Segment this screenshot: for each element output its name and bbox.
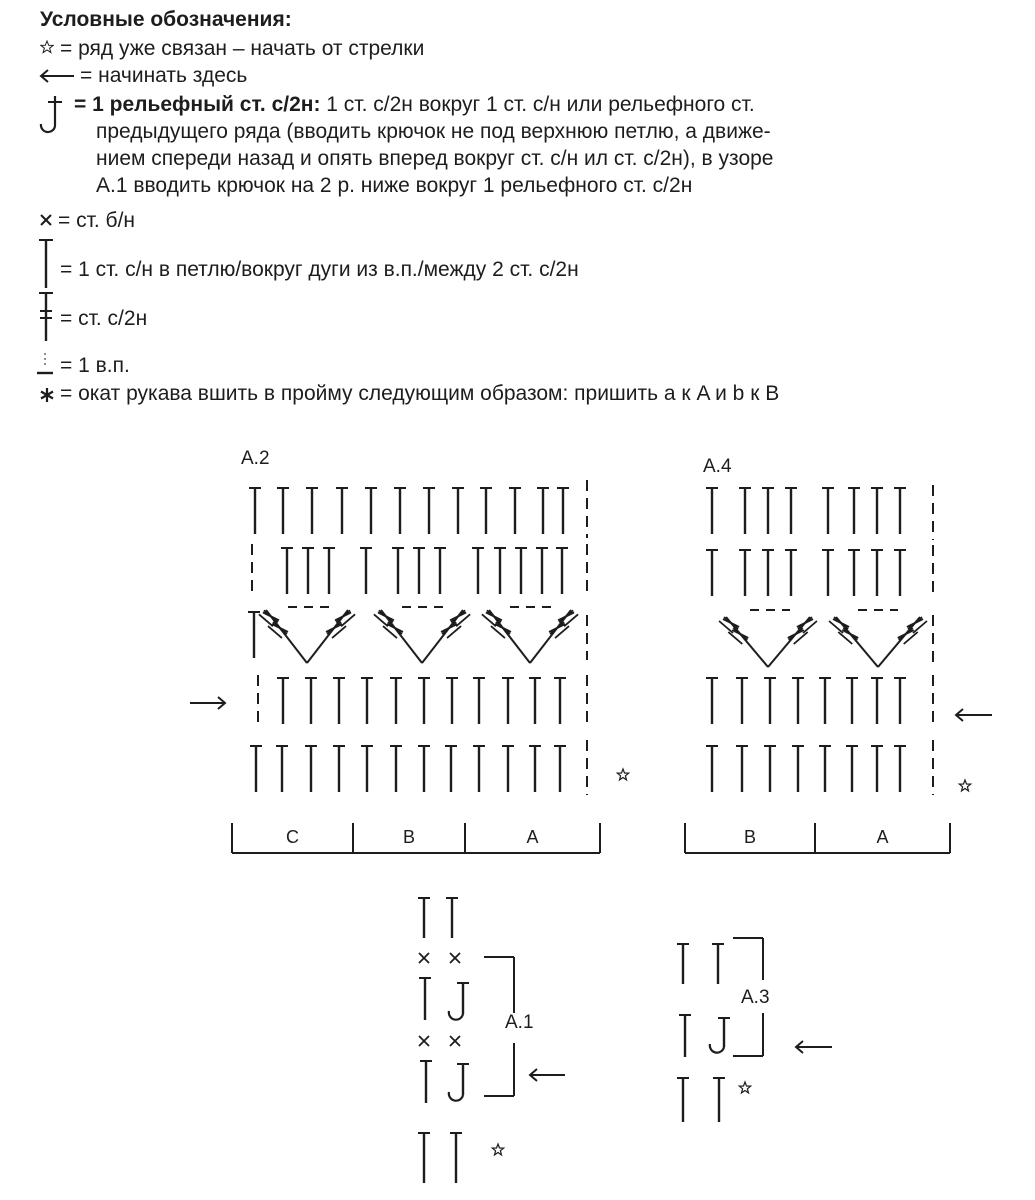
v-cluster bbox=[374, 610, 470, 663]
dc-stitch bbox=[502, 746, 514, 792]
v-cluster bbox=[829, 617, 927, 667]
section-bracket bbox=[685, 823, 950, 853]
v-cluster bbox=[259, 610, 355, 663]
dc-stitch bbox=[413, 548, 425, 594]
dc-stitch bbox=[706, 488, 718, 534]
legend-relief-line4: А.1 вводить крючок на 2 р. ниже вокруг 1 рельефного ст. с/2н bbox=[96, 174, 693, 197]
dc-stitch bbox=[305, 746, 317, 792]
legend-relief-line1: 1 ст. с/2н вокруг 1 ст. с/н или рельефного ст. bbox=[326, 93, 755, 116]
dc-stitch bbox=[848, 488, 860, 534]
legend-sleeve-text: = окат рукава вшить в пройму следующим образом: пришить a к A и b к B bbox=[60, 382, 780, 405]
repeat-bracket bbox=[733, 1013, 763, 1056]
dc-stitch bbox=[677, 944, 689, 984]
dc-stitch bbox=[762, 488, 774, 534]
v-cluster bbox=[719, 617, 817, 667]
dc-stitch bbox=[509, 488, 521, 534]
dc-stitch bbox=[894, 488, 906, 534]
dc-stitch bbox=[323, 548, 335, 594]
dc-stitch bbox=[445, 746, 457, 792]
dc-stitch bbox=[846, 678, 858, 724]
dc-stitch bbox=[871, 550, 883, 596]
dc-stitch bbox=[764, 746, 776, 792]
star-icon bbox=[492, 1144, 503, 1155]
section-label: A bbox=[526, 827, 539, 847]
chain-icon bbox=[34, 351, 56, 381]
dc-stitch bbox=[277, 488, 289, 534]
repeat-bracket bbox=[484, 1043, 514, 1096]
arrow-icon bbox=[530, 1069, 565, 1081]
dc-stitch bbox=[302, 548, 314, 594]
dc-stitch bbox=[418, 678, 430, 724]
relief-stitch bbox=[449, 1064, 469, 1101]
charts-svg bbox=[0, 420, 1035, 1200]
dc-stitch bbox=[418, 746, 430, 792]
legend-sc-text: = ст. б/н bbox=[58, 209, 136, 232]
section-label: A bbox=[876, 827, 889, 847]
section-label: B bbox=[402, 827, 416, 847]
dc-stitch bbox=[792, 746, 804, 792]
relief-stitch bbox=[710, 1018, 730, 1053]
dc-stitch bbox=[554, 678, 566, 724]
arrow-icon bbox=[796, 1041, 832, 1053]
relief-stitch-icon bbox=[36, 92, 70, 140]
dc-stitch bbox=[871, 678, 883, 724]
dc-stitch bbox=[394, 488, 406, 534]
dc-stitch bbox=[819, 746, 831, 792]
legend-hdc-text: = ст. с/2н bbox=[60, 307, 148, 330]
dc-stitch bbox=[250, 746, 262, 792]
dc-stitch bbox=[712, 944, 724, 984]
dc-stitch bbox=[677, 1078, 689, 1122]
dc-stitch bbox=[418, 1133, 430, 1183]
dc-stitch bbox=[281, 548, 293, 594]
legend-relief-line3: нием спереди назад и опять вперед вокруг ст. с/н ил ст. с/2н), в узоре bbox=[96, 147, 774, 170]
section-bracket bbox=[232, 823, 600, 853]
dc-stitch bbox=[871, 488, 883, 534]
dc-stitch bbox=[502, 678, 514, 724]
legend-ch-text: = 1 в.п. bbox=[60, 354, 130, 377]
v-cluster bbox=[482, 610, 578, 663]
star-icon bbox=[617, 769, 628, 780]
dc-stitch bbox=[894, 678, 906, 724]
arrow-icon bbox=[38, 68, 76, 84]
dc-stitch bbox=[762, 550, 774, 596]
dc-stitch bbox=[336, 488, 348, 534]
relief-stitch bbox=[449, 983, 469, 1020]
dc-stitch bbox=[785, 488, 797, 534]
dc-stitch bbox=[446, 898, 458, 938]
dc-stitch bbox=[739, 550, 751, 596]
star-icon bbox=[739, 1082, 750, 1093]
dc-stitch bbox=[536, 548, 548, 594]
dc-stitch bbox=[822, 550, 834, 596]
dc-stitch bbox=[333, 678, 345, 724]
dc-stitch bbox=[446, 678, 458, 724]
dc-stitch bbox=[480, 488, 492, 534]
dc-stitch bbox=[706, 550, 718, 596]
charts-area bbox=[0, 420, 1035, 1200]
legend-title: Условные обозначения: bbox=[40, 8, 292, 31]
dc-stitch bbox=[736, 746, 748, 792]
sc-stitch bbox=[450, 953, 460, 963]
dc-stitch bbox=[713, 1078, 725, 1122]
dc-stitch bbox=[423, 488, 435, 534]
dc-stitch bbox=[556, 548, 568, 594]
dc-stitch bbox=[333, 746, 345, 792]
dc-stitch bbox=[392, 548, 404, 594]
chart-a2-label: A.2 bbox=[241, 448, 270, 469]
dc-stitch bbox=[764, 678, 776, 724]
chart-a1 bbox=[418, 898, 565, 1183]
dc-stitch bbox=[822, 488, 834, 534]
dc-stitch bbox=[819, 678, 831, 724]
double-crochet-icon bbox=[36, 236, 56, 290]
chart-a2 bbox=[190, 480, 629, 853]
dc-stitch bbox=[361, 746, 373, 792]
section-label: B bbox=[743, 827, 757, 847]
dc-stitch bbox=[736, 678, 748, 724]
dc-stitch bbox=[305, 678, 317, 724]
dc-stitch bbox=[894, 746, 906, 792]
dc-stitch bbox=[361, 678, 373, 724]
star-icon bbox=[40, 40, 54, 54]
dc-stitch bbox=[871, 746, 883, 792]
dc-stitch bbox=[846, 746, 858, 792]
dc-stitch bbox=[785, 550, 797, 596]
chart-a1-label: A.1 bbox=[505, 1012, 534, 1033]
single-crochet-icon bbox=[38, 212, 54, 228]
dc-stitch bbox=[434, 548, 446, 594]
dc-stitch bbox=[557, 488, 569, 534]
legend-star-text: = ряд уже связан – начать от стрелки bbox=[60, 37, 425, 60]
dc-stitch bbox=[529, 678, 541, 724]
repeat-bracket bbox=[733, 938, 763, 980]
dc-stitch bbox=[792, 678, 804, 724]
dc-stitch bbox=[306, 488, 318, 534]
repeat-bracket bbox=[484, 957, 514, 1013]
dc-stitch bbox=[418, 898, 430, 938]
dc-stitch bbox=[706, 746, 718, 792]
arrow-icon bbox=[956, 709, 992, 721]
sleeve-marker-icon bbox=[39, 387, 55, 403]
chart-a4-label: A.4 bbox=[703, 456, 732, 477]
sc-stitch bbox=[450, 1036, 460, 1046]
dc-stitch bbox=[249, 488, 261, 534]
sc-stitch bbox=[419, 953, 429, 963]
half-double-crochet-icon bbox=[36, 289, 56, 343]
chart-a4 bbox=[685, 485, 992, 853]
dc-stitch bbox=[554, 746, 566, 792]
legend-relief-title: = 1 рельефный ст. с/2н: bbox=[74, 93, 321, 116]
section-label: C bbox=[286, 827, 299, 847]
dc-stitch bbox=[450, 1133, 462, 1183]
star-icon bbox=[959, 780, 970, 791]
dc-stitch bbox=[419, 978, 431, 1020]
dc-stitch bbox=[537, 488, 549, 534]
dc-stitch bbox=[472, 548, 484, 594]
sc-stitch bbox=[419, 1036, 429, 1046]
dc-stitch bbox=[452, 488, 464, 534]
arrow-icon bbox=[190, 697, 225, 709]
dc-stitch bbox=[365, 488, 377, 534]
legend-relief-line2: предыдущего ряда (вводить крючок не под верхнюю петлю, а движе- bbox=[96, 120, 771, 143]
dc-stitch bbox=[529, 746, 541, 792]
dc-stitch bbox=[494, 548, 506, 594]
dc-stitch bbox=[276, 746, 288, 792]
dc-stitch bbox=[420, 1061, 432, 1103]
legend-dc-text: = 1 ст. с/н в петлю/вокруг дуги из в.п./между 2 ст. с/2н bbox=[60, 258, 579, 281]
chart-a3 bbox=[677, 938, 832, 1122]
dc-stitch bbox=[894, 550, 906, 596]
dc-stitch bbox=[390, 678, 402, 724]
chart-a3-label: A.3 bbox=[741, 987, 770, 1008]
dc-stitch bbox=[360, 548, 372, 594]
dc-stitch bbox=[248, 612, 260, 658]
dc-stitch bbox=[390, 746, 402, 792]
legend-arrow-text: = начинать здесь bbox=[80, 64, 248, 87]
dc-stitch bbox=[706, 678, 718, 724]
dc-stitch bbox=[679, 1015, 691, 1057]
legend bbox=[0, 0, 1035, 420]
dc-stitch bbox=[473, 678, 485, 724]
dc-stitch bbox=[277, 678, 289, 724]
dc-stitch bbox=[848, 550, 860, 596]
dc-stitch bbox=[515, 548, 527, 594]
dc-stitch bbox=[473, 746, 485, 792]
dc-stitch bbox=[739, 488, 751, 534]
